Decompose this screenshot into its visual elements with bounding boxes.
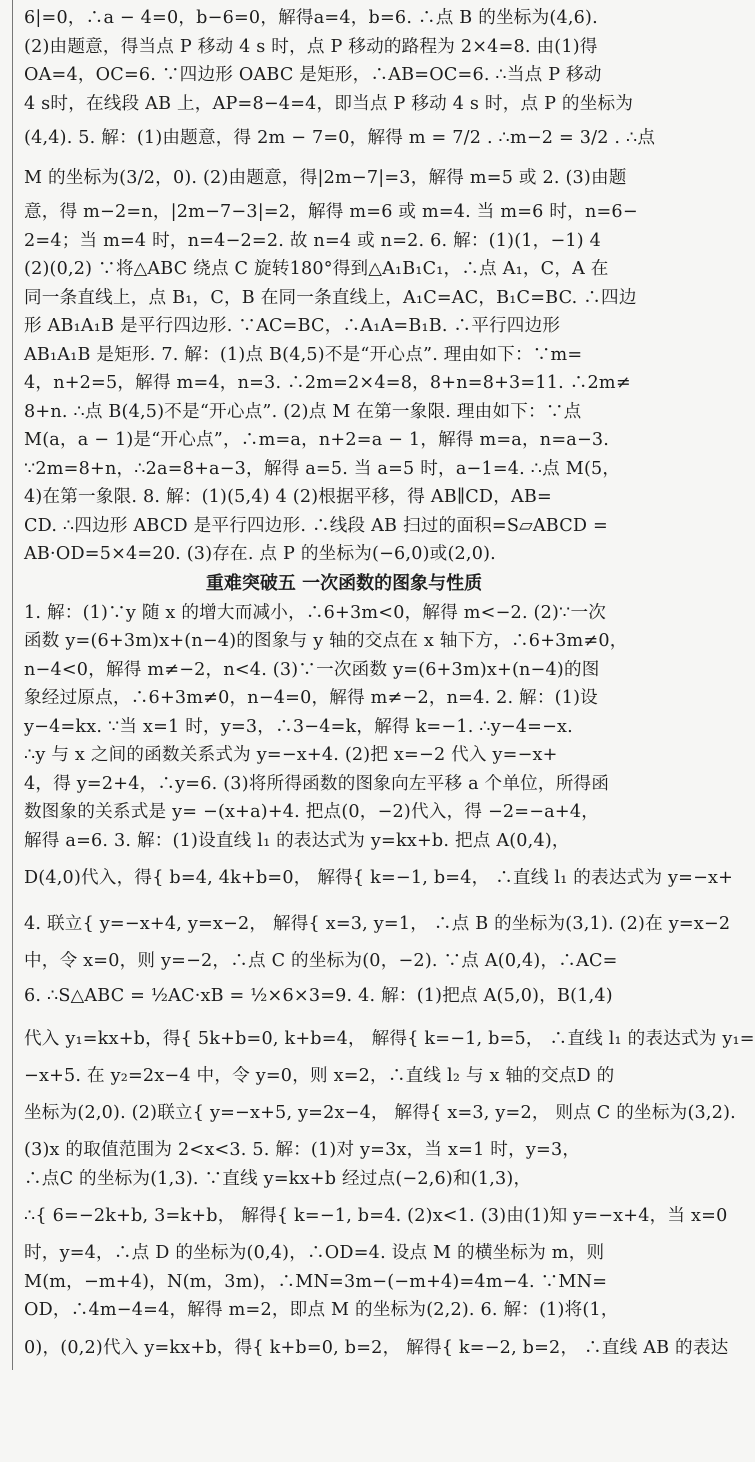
text-line: 中，令 x=0，则 y=−2，∴点 C 的坐标为(0，−2). ∵点 A(0,4)，∴AC= bbox=[24, 951, 618, 971]
text-line: AB·OD=5×4=20. (3)存在. 点 P 的坐标为(−6,0)或(2,0). bbox=[24, 544, 496, 564]
text-line: y−4=kx. ∵当 x=1 时，y=3，∴3−4=k，解得 k=−1. ∴y−4=−x. bbox=[24, 716, 573, 737]
equation-system-line: 坐标为(2,0). (2)联立{ y=−x+5, y=2x−4， 解得{ x=3, y=2， 则点 C 的坐标为(3,2). bbox=[24, 1103, 736, 1123]
text-line: M(a，a − 1)是“开心点”，∴m=a，n+2=a − 1，解得 m=a，n=a−3. bbox=[24, 430, 610, 450]
text-line: M(m，−m+4)，N(m，3m)，∴MN=3m−(−m+4)=4m−4. ∵MN= bbox=[24, 1271, 608, 1292]
text-line: 同一条直线上，点 B₁，C，B 在同一条直线上，A₁C=AC，B₁C=BC. ∴四边 bbox=[24, 287, 637, 308]
text-line: 2=4；当 m=4 时，n=4−2=2. 故 n=4 或 n=2. 6. 解：(1)(1，−1) 4 bbox=[24, 230, 602, 251]
text-line: (2)(0,2) ∵将△ABC 绕点 C 旋转180°得到△A₁B₁C₁，∴点 A₁，C，A 在 bbox=[24, 259, 609, 279]
text-line: −x+5. 在 y₂=2x−4 中，令 y=0，则 x=2，∴直线 l₂ 与 x 轴的交点D 的 bbox=[24, 1065, 615, 1086]
text-line: OA=4，OC=6. ∵四边形 OABC 是矩形，∴AB=OC=6. ∴当点 P 移动 bbox=[24, 65, 602, 85]
text-line: (3)x 的取值范围为 2<x<3. 5. 解：(1)对 y=3x，当 x=1 时，y=3， bbox=[24, 1140, 581, 1160]
text-line: 解得 a=6. 3. 解：(1)设直线 l₁ 的表达式为 y=kx+b. 把点 A(0,4)， bbox=[24, 830, 570, 851]
text-line: 意，得 m−2=n，|2m−7−3|=2，解得 m=6 或 m=4. 当 m=6 时，n=6− bbox=[24, 202, 638, 222]
text-line: 4 s时，在线段 AB 上，AP=8−4=4，即当点 P 移动 4 s 时，点 P 的坐标为 bbox=[24, 93, 634, 114]
text-line: M 的坐标为(3/2，0). (2)由题意，得|2m−7|=3，解得 m=5 或 2. (3)由题 bbox=[24, 168, 627, 188]
text-line: 6. ∴S△ABC = ½AC·xB = ½×6×3=9. 4. 解：(1)把点 A(5,0)，B(1,4) bbox=[24, 985, 613, 1006]
text-line: n−4<0，解得 m≠−2，n<4. (3)∵一次函数 y=(6+3m)x+(n−4)的图 bbox=[24, 659, 600, 680]
text-line: (4,4). 5. 解：(1)由题意，得 2m − 7=0，解得 m = 7/2 . ∴m−2 = 3/2 . ∴点 bbox=[24, 128, 656, 148]
answer-text bbox=[24, 4, 755, 1371]
equation-system-line: ∴{ 6=−2k+b, 3=k+b， 解得{ k=−1, b=4. (2)x<1. (3)由(1)知 y=−x+4，当 x=0 bbox=[24, 1206, 728, 1226]
text-line: 时，y=4，∴点 D 的坐标为(0,4)，∴OD=4. 设点 M 的横坐标为 m，则 bbox=[24, 1243, 605, 1263]
text-line: 数图象的关系式是 y= −(x+a)+4. 把点(0，−2)代入，得 −2=−a+4， bbox=[24, 802, 600, 822]
text-line: CD. ∴四边形 ABCD 是平行四边形. ∴线段 AB 扫过的面积=S▱ABCD = bbox=[24, 515, 608, 536]
text-line: (2)由题意，得当点 P 移动 4 s 时，点 P 移动的路程为 2×4=8. 由(1)得 bbox=[24, 36, 598, 57]
text-line: 象经过原点，∴6+3m≠0，n−4=0，解得 m≠−2，n=4. 2. 解：(1)设 bbox=[24, 688, 598, 708]
text-line: AB₁A₁B 是矩形. 7. 解：(1)点 B(4,5)不是“开心点”. 理由如下：∵m= bbox=[24, 344, 583, 365]
equation-system-line: D(4,0)代入，得{ b=4, 4k+b=0， 解得{ k=−1, b=4， ∴直线 l₁ 的表达式为 y=−x+ bbox=[24, 868, 734, 888]
binding-margin-line bbox=[12, 0, 13, 1370]
text-line: 4，n+2=5，解得 m=4，n=3. ∴2m=2×4=8，8+n=8+3=11. ∴2m≠ bbox=[24, 373, 631, 393]
text-line: 1. 解：(1)∵y 随 x 的增大而减小，∴6+3m<0，解得 m<−2. (2)∵一次 bbox=[24, 602, 607, 623]
text-line: 4)在第一象限. 8. 解：(1)(5,4) 4 (2)根据平移，得 AB∥CD，AB= bbox=[24, 487, 552, 507]
section-heading: 重难突破五 一次函数的图象与性质 bbox=[205, 572, 483, 594]
text-line: 6|=0，∴a − 4=0，b−6=0，解得a=4，b=6. ∴点 B 的坐标为(4,6). bbox=[24, 8, 598, 28]
text-line: 形 AB₁A₁B 是平行四边形. ∵AC=BC，∴A₁A=B₁B. ∴平行四边形 bbox=[24, 316, 561, 336]
text-line: 8+n. ∴点 B(4,5)不是“开心点”. (2)点 M 在第一象限. 理由如下：∵点 bbox=[24, 401, 582, 422]
equation-system-line: 代入 y₁=kx+b，得{ 5k+b=0, k+b=4， 解得{ k=−1, b=5， ∴直线 l₁ 的表达式为 y₁= bbox=[24, 1028, 755, 1049]
text-line: 函数 y=(6+3m)x+(n−4)的图象与 y 轴的交点在 x 轴下方，∴6+3m≠0， bbox=[24, 631, 628, 651]
text-line: ∵2m=8+n，∴2a=8+a−3，解得 a=5. 当 a=5 时，a−1=4. ∴点 M(5， bbox=[24, 458, 621, 479]
text-line: OD，∴4m−4=4，解得 m=2，即点 M 的坐标为(2,2). 6. 解：(1)将(1， bbox=[24, 1300, 619, 1320]
text-line: 4，得 y=2+4，∴y=6. (3)将所得函数的图象向左平移 a 个单位，所得函 bbox=[24, 773, 610, 794]
equation-system-line: 0)，(0,2)代入 y=kx+b，得{ k+b=0, b=2， 解得{ k=−2, b=2， ∴直线 AB 的表达 bbox=[24, 1337, 729, 1358]
text-line: ∴点C 的坐标为(1,3). ∵直线 y=kx+b 经过点(−2,6)和(1,3)， bbox=[24, 1168, 532, 1189]
equation-system-line: 4. 联立{ y=−x+4, y=x−2， 解得{ x=3, y=1， ∴点 B 的坐标为(3,1). (2)在 y=x−2 bbox=[24, 914, 731, 934]
text-line: ∴y 与 x 之间的函数关系式为 y=−x+4. (2)把 x=−2 代入 y=−x+ bbox=[24, 745, 558, 765]
